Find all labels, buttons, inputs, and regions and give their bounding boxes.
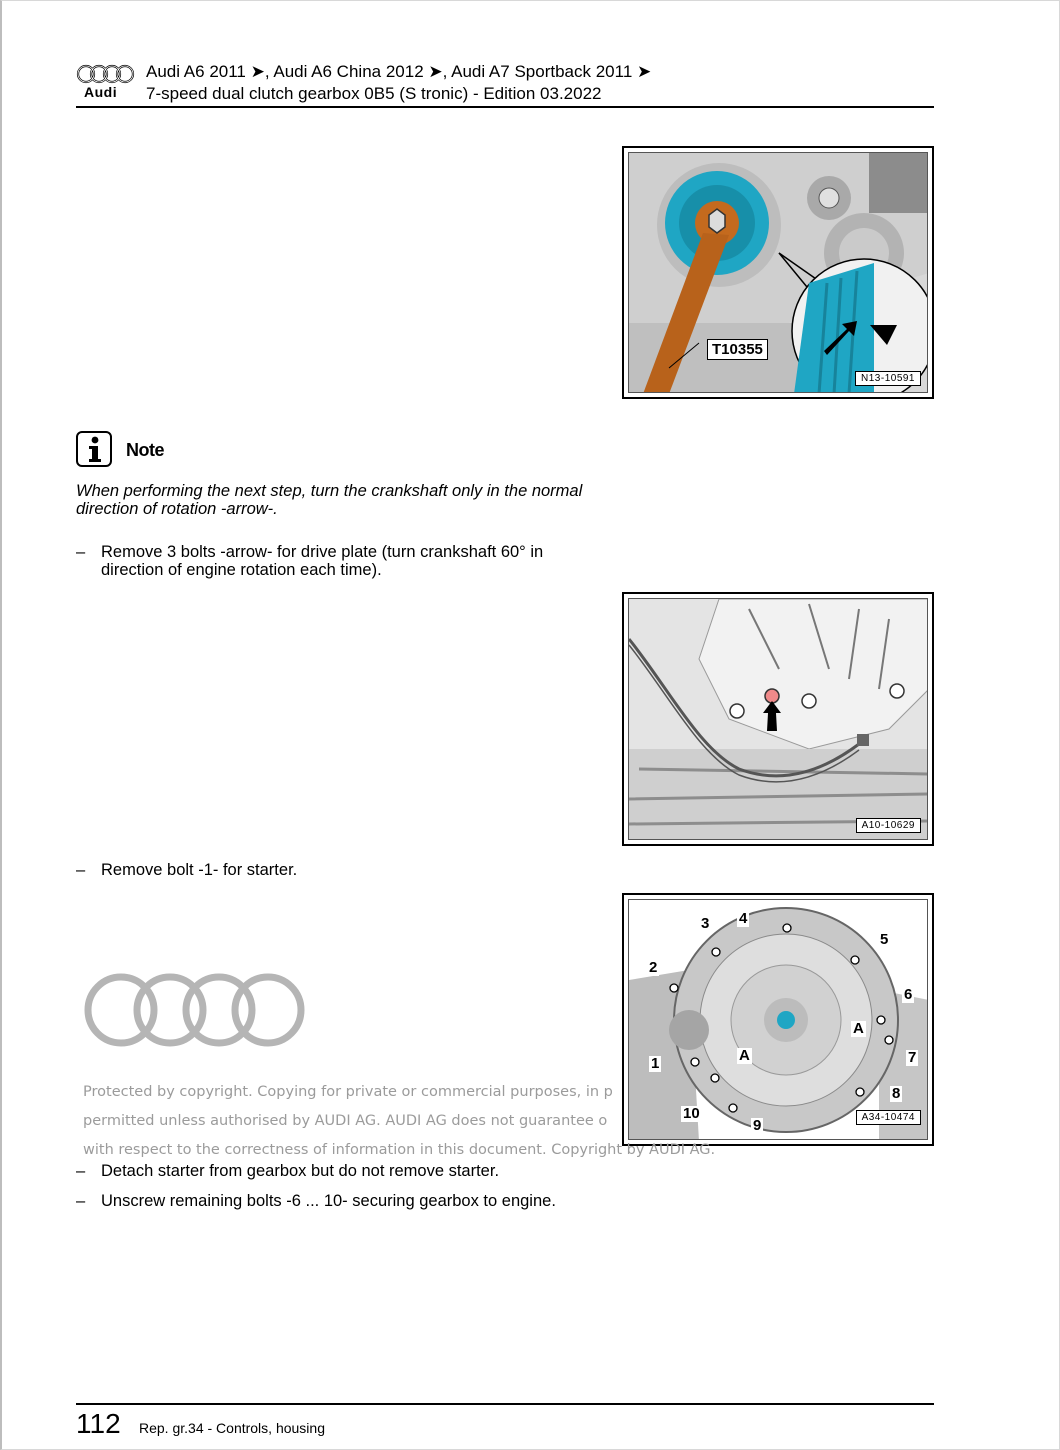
figure-code-a34: A34-10474 [856, 1110, 921, 1125]
callout-a-left: A [739, 1047, 750, 1064]
step-text: Remove bolt -1- for starter. [101, 861, 298, 879]
callout-8: 8 [892, 1085, 901, 1102]
step-remove-drive-plate-bolts [76, 543, 596, 579]
step-text: Remove 3 bolts -arrow- for drive plate (turn crankshaft 60° in direction of engine rotation each time). [101, 543, 544, 579]
callout-5: 5 [880, 931, 889, 948]
figure-gearbox-bolts-image [628, 899, 928, 1140]
step-remove-starter-bolt [76, 861, 596, 879]
step-dash: – [76, 543, 86, 561]
footer-rule [76, 1403, 934, 1405]
step-detach-starter [76, 1162, 596, 1180]
callout-6: 6 [904, 986, 913, 1003]
figure-crankshaft-tool-image [628, 152, 928, 393]
watermark-text-line: permitted unless authorised by AUDI AG. AUDI AG does not guarantee o [83, 1113, 608, 1129]
watermark-audi-rings [83, 970, 308, 1050]
callout-2: 2 [649, 959, 658, 976]
note-text: When performing the next step, turn the crankshaft only in the normal direction of rotation -arrow-. [76, 482, 583, 518]
footer-section-title: Rep. gr.34 - Controls, housing [139, 1420, 325, 1436]
callout-3: 3 [701, 915, 710, 932]
callout-9: 9 [753, 1117, 762, 1134]
step-dash: – [76, 1162, 86, 1180]
callout-7: 7 [908, 1049, 917, 1066]
watermark-text-line: Protected by copyright. Copying for private or commercial purposes, in p [83, 1084, 613, 1100]
callout-a-right: A [853, 1020, 864, 1037]
note-title: Note [126, 440, 164, 460]
figure-gearbox-bolts [622, 893, 934, 1146]
callout-4: 4 [739, 910, 748, 927]
figure-drive-plate-bolts [622, 592, 934, 846]
step-text: Unscrew remaining bolts -6 ... 10- securing gearbox to engine. [101, 1192, 556, 1210]
step-dash: – [76, 1192, 86, 1210]
figure-code-a10: A10-10629 [856, 818, 921, 833]
callout-1: 1 [651, 1055, 660, 1072]
page-header [76, 60, 934, 108]
audi-wordmark: Audi [84, 84, 118, 100]
step-dash: – [76, 861, 86, 879]
header-model-line: Audi A6 2011 ➤, Audi A6 China 2012 ➤, Audi A7 Sportback 2011 ➤ [146, 62, 652, 81]
figure-drive-plate-bolts-image [628, 598, 928, 840]
step-unscrew-gearbox-bolts [76, 1192, 576, 1210]
watermark-text-line: with respect to the correctness of information in this document. Copyright by AUDI AG. [83, 1142, 716, 1158]
header-edition-line: 7-speed dual clutch gearbox 0B5 (S tronic) - Edition 03.2022 [146, 84, 602, 103]
figure-code-n13: N13-10591 [855, 371, 921, 386]
info-icon [76, 431, 112, 467]
callout-10: 10 [683, 1105, 700, 1122]
tool-label-t10355: T10355 [707, 339, 768, 360]
step-text: Detach starter from gearbox but do not remove starter. [101, 1162, 500, 1180]
figure-crankshaft-tool [622, 146, 934, 399]
page-number: 112 [76, 1408, 121, 1439]
